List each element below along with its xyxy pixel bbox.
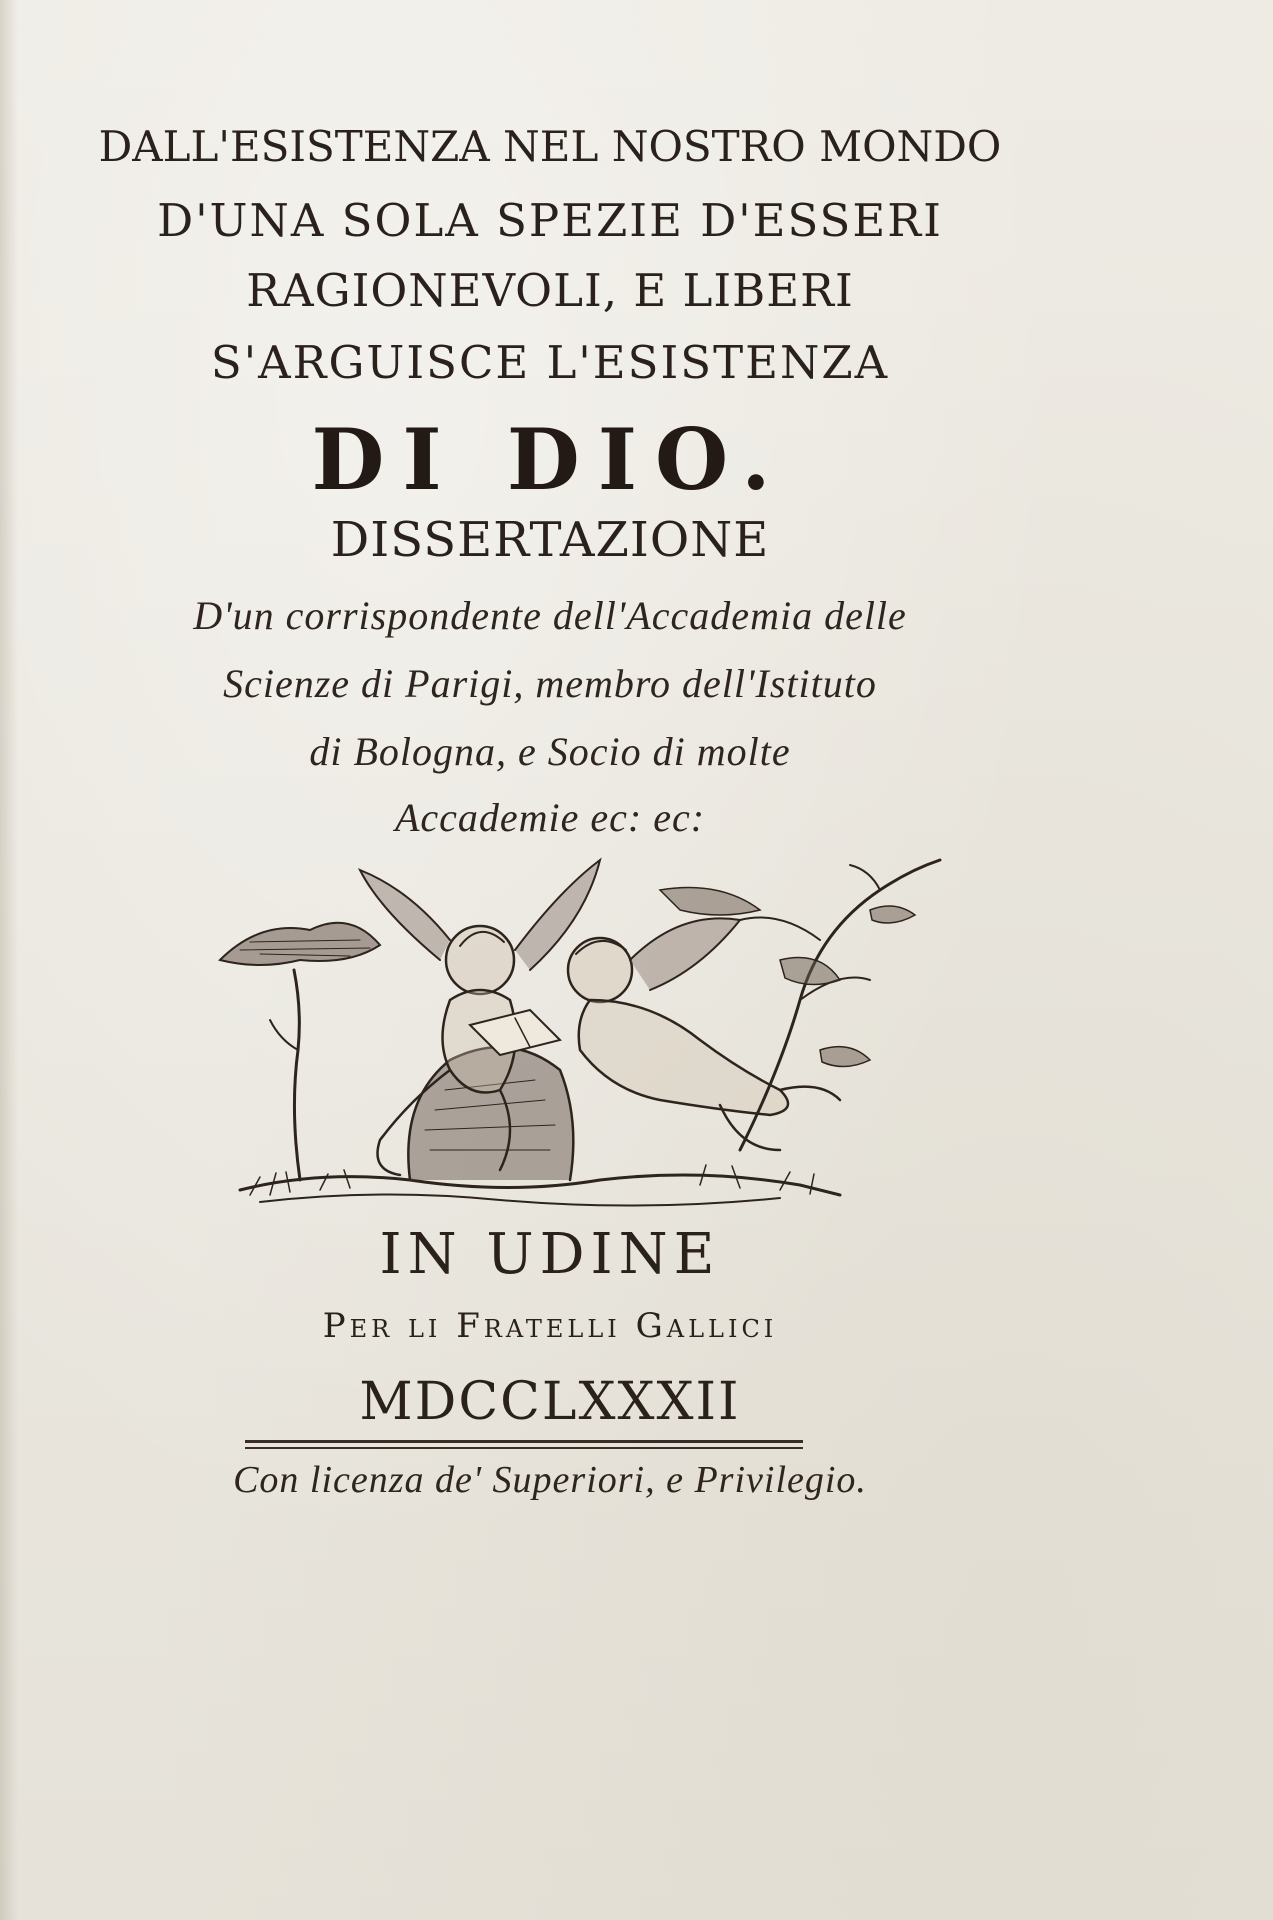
title-line-2: D'UNA SOLA SPEZIE D'ESSERI (157, 194, 943, 247)
author-line-4: Accademie ec: ec: (394, 795, 706, 840)
rule-thick (245, 1440, 803, 1443)
title-line-3: RAGIONEVOLI, E LIBERI (246, 264, 854, 317)
double-rule-divider (245, 1438, 803, 1454)
imprint-place: IN UDINE (379, 1222, 721, 1287)
imprint-year: MDCCLXXXII (359, 1372, 741, 1432)
title-line-4: S'ARGUISCE L'ESISTENZA (210, 336, 890, 389)
title-line-5: DI DIO. (311, 410, 789, 509)
author-line-3: di Bologna, e Socio di molte (309, 729, 791, 774)
imprint-printer: Per li Fratelli Gallici (322, 1306, 778, 1346)
license-line: Con licenza de' Superiori, e Privilegio. (233, 1459, 867, 1501)
title-line-1: DALL'ESISTENZA NEL NOSTRO MONDO (98, 122, 1002, 171)
rule-thin (245, 1447, 803, 1449)
author-line-2: Scienze di Parigi, membro dell'Istituto (223, 661, 877, 706)
engraved-cherubs-vignette (180, 850, 950, 1220)
author-line-1: D'un corrispondente dell'Accademia delle (193, 593, 907, 638)
subtitle-dissertazione: DISSERTAZIONE (330, 512, 770, 568)
